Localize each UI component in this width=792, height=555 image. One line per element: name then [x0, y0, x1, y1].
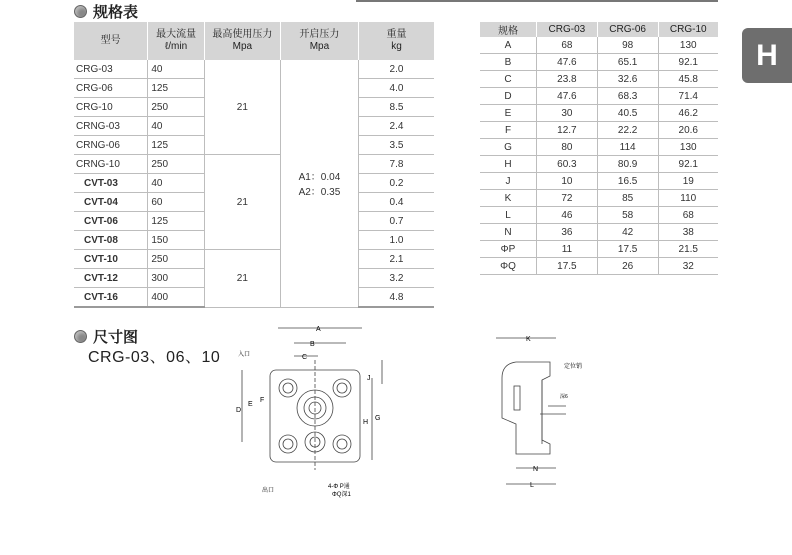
svg-text:深6: 深6 — [560, 394, 568, 400]
dimension-section-title: 尺寸图 — [74, 326, 138, 347]
dim-header-spec: 规格 — [480, 22, 537, 37]
table-row: CVT-06 125 0.7 — [74, 212, 434, 231]
table-row: CRG-03 40 21 A1：0.04 A2：0.35 2.0 — [74, 60, 434, 79]
header-weight: 重量 kg — [358, 22, 434, 60]
table-row: CRG-10 250 8.5 — [74, 98, 434, 117]
table-row: H 60.3 80.9 92.1 — [480, 156, 718, 173]
table-row: C 23.8 32.6 45.8 — [480, 71, 718, 88]
table-row: E 30 40.5 46.2 — [480, 105, 718, 122]
svg-text:H: H — [363, 419, 369, 426]
depth-note: ΦQ深1 — [332, 492, 351, 498]
table-row: CRG-06 125 4.0 — [74, 79, 434, 98]
svg-text:B: B — [310, 341, 315, 348]
svg-text:N: N — [533, 466, 539, 473]
svg-text:D: D — [236, 407, 242, 414]
dim-header-crg06: CRG-06 — [597, 22, 658, 37]
table-row: CVT-04 60 0.4 — [74, 193, 434, 212]
table-row: CRNG-10 250 21 7.8 — [74, 155, 434, 174]
outlet-label: 出口 — [262, 488, 275, 494]
header-flow: 最大流量 ℓ/min — [148, 22, 204, 60]
table-row: F 12.7 22.2 20.6 — [480, 122, 718, 139]
table-row: N 36 42 38 — [480, 224, 718, 241]
table-row: CRNG-06 125 3.5 — [74, 136, 434, 155]
spec-table — [74, 22, 434, 308]
top-rule — [356, 0, 718, 2]
table-row: CVT-03 40 0.2 — [74, 174, 434, 193]
dim-header-crg03: CRG-03 — [537, 22, 598, 37]
dimension-table — [480, 22, 718, 275]
svg-text:C: C — [302, 354, 308, 361]
table-row: B 47.6 65.1 92.1 — [480, 54, 718, 71]
crack-pressure-cell: A1：0.04 A2：0.35 — [280, 60, 358, 307]
svg-text:E: E — [248, 401, 253, 408]
table-row: ΦQ 17.5 26 32 — [480, 258, 718, 275]
table-row: ΦP 11 17.5 21.5 — [480, 241, 718, 258]
inlet-label: 入口 — [238, 352, 251, 358]
header-pressure: 最高使用压力 Mpa — [204, 22, 280, 60]
section-tab-h[interactable]: H — [742, 28, 792, 83]
pressure-group-3: 21 — [204, 250, 280, 308]
pin-label: 定位销 — [564, 364, 583, 370]
svg-text:L: L — [530, 482, 534, 489]
table-row: D 47.6 68.3 71.4 — [480, 88, 718, 105]
svg-text:F: F — [260, 397, 265, 404]
table-row: CVT-16 400 4.8 — [74, 288, 434, 308]
pressure-group-1: 21 — [204, 60, 280, 155]
header-model: 型号 — [74, 22, 148, 60]
side-view-drawing — [490, 330, 610, 495]
table-row: CVT-12 300 3.2 — [74, 269, 434, 288]
dim-header-crg10: CRG-10 — [658, 22, 718, 37]
model-line: CRG-03、06、10 — [88, 349, 221, 366]
table-row: K 72 85 110 — [480, 190, 718, 207]
svg-text:J: J — [367, 375, 371, 382]
table-row: A 68 98 130 — [480, 37, 718, 54]
svg-text:A: A — [316, 326, 321, 333]
table-row: CVT-10 250 21 2.1 — [74, 250, 434, 269]
svg-text:G: G — [375, 415, 381, 422]
table-row: G 80 114 130 — [480, 139, 718, 156]
table-row: J 10 16.5 19 — [480, 173, 718, 190]
port-note: 4-Φ P通 — [328, 484, 350, 490]
pressure-group-2: 21 — [204, 155, 280, 250]
spec-section-title: 规格表 — [74, 1, 138, 22]
front-view-drawing — [232, 320, 392, 500]
bullet-icon — [74, 330, 87, 343]
table-row: L 46 58 68 — [480, 207, 718, 224]
bullet-icon — [74, 5, 87, 18]
table-row: CRNG-03 40 2.4 — [74, 117, 434, 136]
svg-text:K: K — [526, 336, 531, 343]
header-crack: 开启压力 Mpa — [280, 22, 358, 60]
table-row: CVT-08 150 1.0 — [74, 231, 434, 250]
